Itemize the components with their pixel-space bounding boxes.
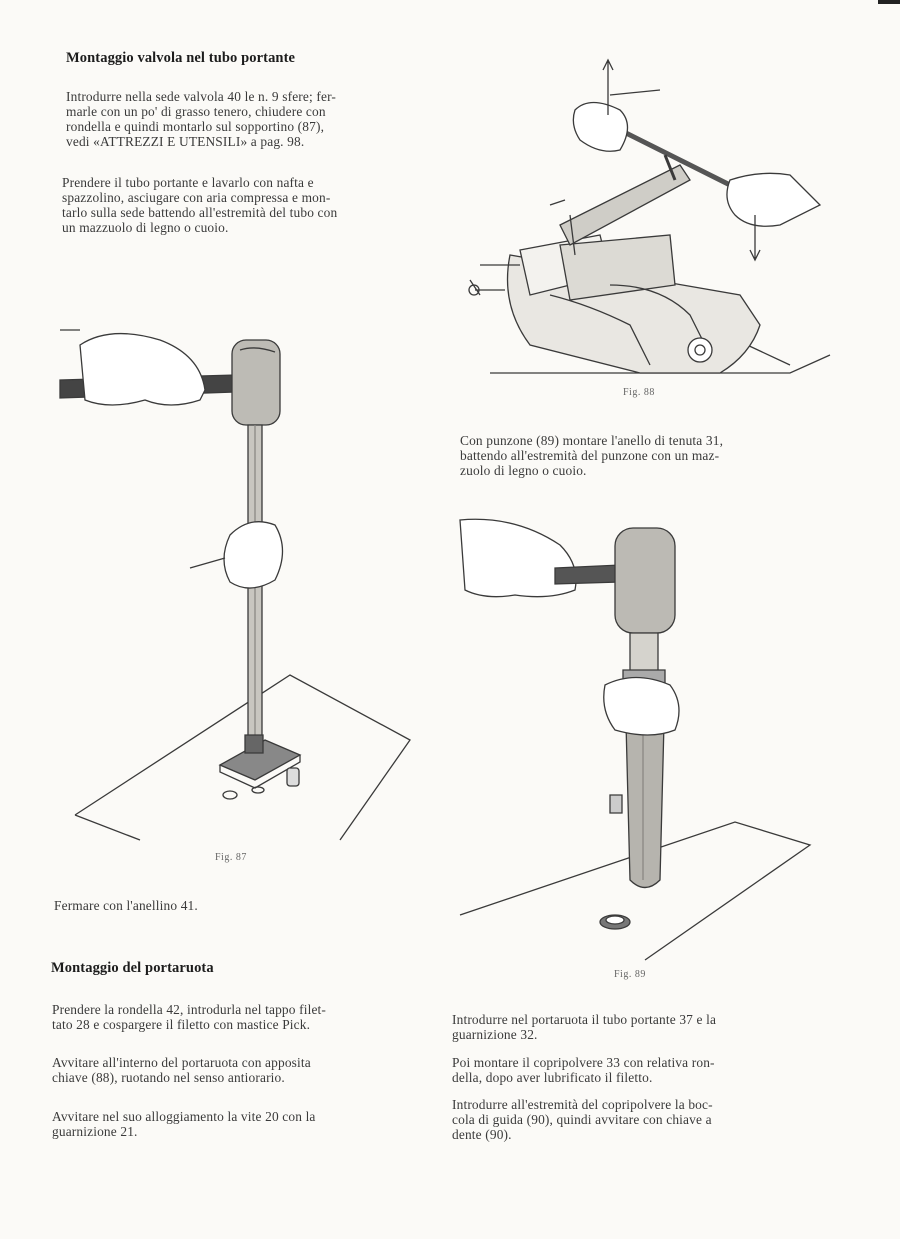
section-title-valve: Montaggio valvola nel tubo portante xyxy=(66,50,296,66)
page-edge-mark xyxy=(878,0,900,4)
paragraph-screw-20: Avvitare nel suo alloggiamento la vite 20 con la guarnizione 21. xyxy=(52,1109,316,1139)
fig-89-hammer-fork-illustration xyxy=(455,510,815,965)
fig-87-caption: Fig. 87 xyxy=(215,852,247,863)
fig-87-hammer-rod-illustration xyxy=(50,320,420,845)
paragraph-fermare: Fermare con l'anellino 41. xyxy=(54,898,198,913)
section-title-wheel-holder: Montaggio del portaruota xyxy=(51,960,214,976)
paragraph-dust-cover: Poi montare il copripolvere 33 con relativa ron- della, dopo aver lubrificato il filetto. xyxy=(452,1055,715,1085)
paragraph-punch-seal: Con punzone (89) montare l'anello di tenuta 31, battendo all'estremità del punzone con un maz- zuolo di legno o cuoio. xyxy=(460,433,724,478)
fig-88-caption: Fig. 88 xyxy=(623,387,655,398)
paragraph-insert-tube: Introdurre nel portaruota il tubo portante 37 e la guarnizione 32. xyxy=(452,1012,717,1042)
paragraph-guide-bush: Introdurre all'estremità del copripolvere la boc- cola di guida (90), quindi avvitare con chiave a dente (90). xyxy=(452,1097,713,1142)
fig-88-vise-wrench-illustration xyxy=(460,55,840,380)
fig-89-caption: Fig. 89 xyxy=(614,969,646,980)
paragraph-washer-plug: Prendere la rondella 42, introdurla nel tappo filet- tato 28 e cospargere il filetto con mastice Pick. xyxy=(52,1002,327,1032)
paragraph-screw-inside: Avvitare all'interno del portaruota con apposita chiave (88), ruotando nel senso antiorario. xyxy=(52,1055,311,1085)
paragraph-valve-balls: Introdurre nella sede valvola 40 le n. 9 sfere; fer- marle con un po' di grasso tenero, chiudere con rondella e quindi montarlo sul sopportino (87), vedi «ATTREZZI E UTENSILI» a pag. 98. xyxy=(66,89,337,149)
paragraph-wash-tube: Prendere il tubo portante e lavarlo con nafta e spazzolino, asciugare con aria compressa e mon- tarlo sulla sede battendo all'estremità del tubo con un mazzuolo di legno o cuoio. xyxy=(62,175,338,235)
